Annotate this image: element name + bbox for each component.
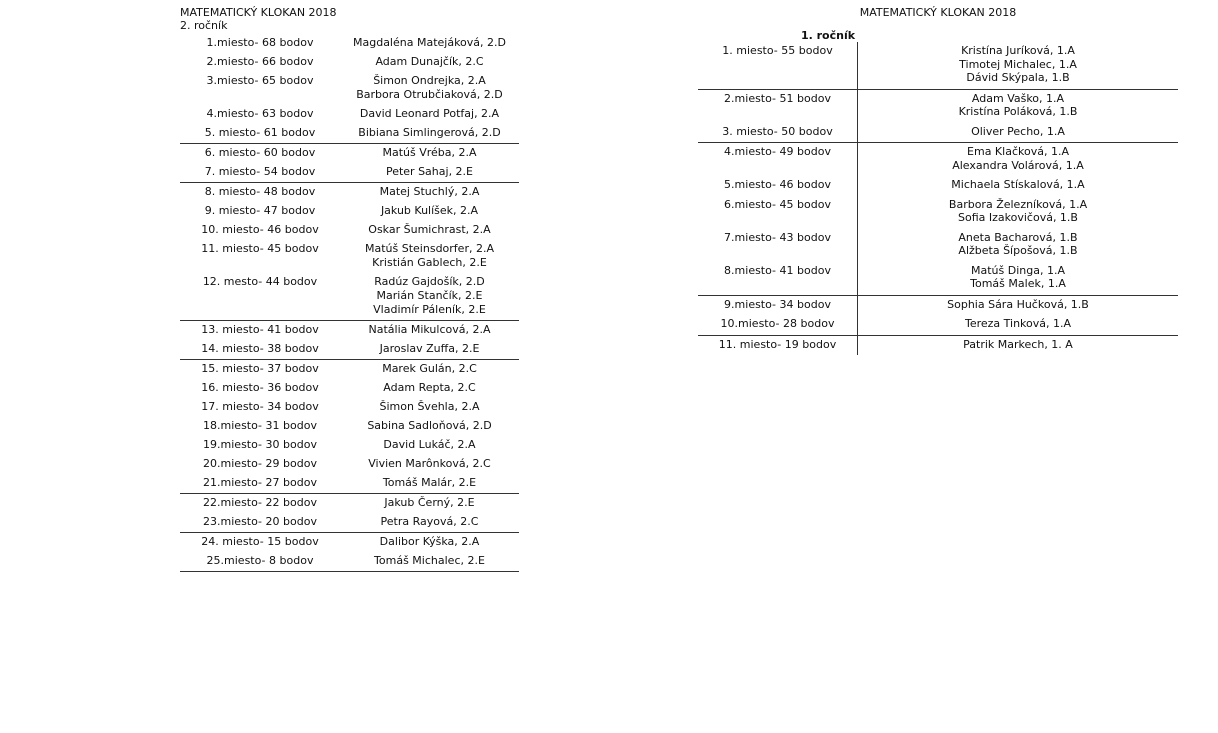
student-name: Sofia Izakovičová, 1.B — [958, 211, 1078, 224]
place-cell: 3. miesto- 50 bodov — [698, 123, 858, 143]
left-results-table — [180, 34, 519, 572]
place-cell: 11. miesto- 45 bodov — [201, 242, 319, 255]
student-name: Aneta Bacharová, 1.B — [958, 230, 1078, 244]
student-name: Tomáš Michalec, 2.E — [374, 554, 485, 567]
place-cell: 18.miesto- 31 bodov — [203, 419, 317, 432]
place-cell: 22.miesto- 22 bodov — [203, 496, 317, 509]
student-name: Dalibor Kýška, 2.A — [379, 535, 480, 548]
names-cell — [340, 34, 519, 53]
names-cell — [340, 398, 519, 417]
student-name: Kristína Poláková, 1.B — [958, 105, 1078, 118]
table-row — [180, 183, 519, 203]
student-name: Bibiana Simlingerová, 2.D — [358, 126, 501, 139]
student-name: Šimon Ondrejka, 2.A — [373, 74, 486, 87]
student-name: Petra Rayová, 2.C — [380, 515, 479, 528]
table-row — [698, 262, 1178, 296]
place-cell: 6. miesto- 60 bodov — [204, 146, 316, 159]
names-cell — [858, 123, 1179, 143]
table-row — [180, 417, 519, 436]
place-cell: 6.miesto- 45 bodov — [698, 196, 858, 229]
place-cell: 3.miesto- 65 bodov — [206, 74, 314, 87]
names-cell — [340, 221, 519, 240]
names-cell — [340, 379, 519, 398]
student-name: Matúš Steinsdorfer, 2.A — [365, 242, 494, 255]
table-row — [698, 176, 1178, 196]
place-cell: 10. miesto- 46 bodov — [201, 223, 319, 236]
place-cell: 4.miesto- 49 bodov — [698, 143, 858, 177]
place-cell: 21.miesto- 27 bodov — [180, 474, 340, 494]
place-cell: 10.miesto- 28 bodov — [698, 315, 858, 335]
table-row — [180, 53, 519, 72]
table-row — [180, 340, 519, 360]
student-name: Barbora Železníková, 1.A — [948, 197, 1088, 211]
student-name: Barbora Otrubčiaková, 2.D — [356, 88, 503, 101]
student-name: Matúš Dinga, 1.A — [971, 263, 1065, 277]
table-row — [180, 474, 519, 494]
table-row — [698, 295, 1178, 315]
student-name: Jaroslav Zuffa, 2.E — [379, 342, 480, 355]
names-cell — [340, 321, 519, 341]
student-name: Adam Dunajčík, 2.C — [375, 55, 484, 68]
table-row — [180, 124, 519, 144]
student-name: Natália Mikulcová, 2.A — [368, 323, 491, 336]
student-name: Jakub Černý, 2.E — [384, 496, 475, 509]
student-name: Radúz Gajdošík, 2.D — [374, 275, 485, 288]
names-cell — [858, 315, 1179, 335]
names-cell — [340, 105, 519, 124]
student-name: Tereza Tinková, 1.A — [964, 317, 1072, 330]
student-name: Peter Sahaj, 2.E — [385, 165, 474, 178]
student-name: Matej Stuchlý, 2.A — [379, 185, 480, 198]
names-cell — [858, 42, 1179, 89]
student-name: Tomáš Malek, 1.A — [970, 277, 1066, 290]
grade-2-results — [180, 6, 520, 572]
table-row — [180, 273, 519, 321]
student-name: Marián Stančík, 2.E — [376, 289, 483, 302]
table-row — [180, 436, 519, 455]
names-cell — [858, 262, 1179, 296]
student-name: Adam Vaško, 1.A — [971, 91, 1065, 105]
place-cell: 19.miesto- 30 bodov — [203, 438, 317, 451]
names-cell — [340, 552, 519, 572]
names-cell — [340, 455, 519, 474]
names-cell — [340, 340, 519, 360]
table-row — [180, 552, 519, 572]
names-cell — [340, 163, 519, 183]
table-row — [698, 196, 1178, 229]
place-cell: 15. miesto- 37 bodov — [201, 362, 319, 375]
table-row — [180, 163, 519, 183]
place-cell: 9. miesto- 47 bodov — [204, 204, 316, 217]
student-name: David Lukáč, 2.A — [383, 438, 476, 451]
student-name: Patrik Markech, 1. A — [963, 337, 1073, 351]
names-cell — [340, 240, 519, 273]
names-cell — [340, 124, 519, 144]
table-row — [698, 315, 1178, 335]
place-cell: 20.miesto- 29 bodov — [203, 457, 317, 470]
table-row — [180, 360, 519, 380]
student-name: Oliver Pecho, 1.A — [971, 124, 1065, 138]
table-row — [180, 379, 519, 398]
place-cell: 1.miesto- 68 bodov — [206, 36, 314, 49]
place-cell: 14. miesto- 38 bodov — [180, 340, 340, 360]
place-cell: 5. miesto- 61 bodov — [180, 124, 340, 144]
table-row — [180, 72, 519, 105]
place-cell: 11. miesto- 19 bodov — [698, 335, 858, 355]
place-cell: 25.miesto- 8 bodov — [180, 552, 340, 572]
student-name: Jakub Kulíšek, 2.A — [380, 204, 479, 217]
names-cell — [340, 513, 519, 533]
names-cell — [858, 295, 1179, 315]
place-cell: 4.miesto- 63 bodov — [206, 107, 314, 120]
student-name: Michaela Stískalová, 1.A — [951, 178, 1085, 191]
place-cell: 12. mesto- 44 bodov — [180, 273, 340, 321]
place-cell: 9.miesto- 34 bodov — [698, 295, 858, 315]
table-row — [180, 321, 519, 341]
names-cell — [340, 144, 519, 164]
names-cell — [340, 183, 519, 203]
names-cell — [858, 229, 1179, 262]
table-row — [180, 240, 519, 273]
place-cell: 13. miesto- 41 bodov — [201, 323, 319, 336]
names-cell — [340, 360, 519, 380]
student-name: Alexandra Volárová, 1.A — [952, 158, 1084, 172]
names-cell — [340, 417, 519, 436]
student-name: Alžbeta Šípošová, 1.B — [958, 244, 1078, 257]
place-cell: 2.miesto- 51 bodov — [698, 89, 858, 123]
place-cell: 24. miesto- 15 bodov — [201, 535, 319, 548]
table-row — [180, 455, 519, 474]
left-grade: 2. ročník — [180, 19, 228, 32]
names-cell — [858, 143, 1179, 177]
table-row — [180, 34, 519, 53]
place-cell: 17. miesto- 34 bodov — [201, 400, 319, 413]
table-row — [180, 398, 519, 417]
student-name: Magdaléna Matejáková, 2.D — [353, 36, 506, 49]
table-row — [180, 513, 519, 533]
student-name: Ema Klačková, 1.A — [967, 145, 1069, 158]
student-name: Adam Repta, 2.C — [383, 381, 476, 394]
names-cell — [340, 494, 519, 514]
student-name: Kristína Juríková, 1.A — [961, 44, 1075, 57]
place-cell: 7. miesto- 54 bodov — [180, 163, 340, 183]
names-cell — [340, 53, 519, 72]
place-cell: 7.miesto- 43 bodov — [698, 229, 858, 262]
table-row — [180, 144, 519, 164]
left-title: MATEMATICKÝ KLOKAN 2018 — [180, 6, 337, 19]
table-row — [698, 42, 1178, 89]
table-row — [698, 335, 1178, 355]
student-name: Šimon Švehla, 2.A — [379, 400, 480, 413]
student-name: Vladimír Páleník, 2.E — [373, 303, 486, 316]
place-cell: 8. miesto- 48 bodov — [204, 185, 316, 198]
names-cell — [340, 474, 519, 494]
place-cell: 16. miesto- 36 bodov — [201, 381, 319, 394]
table-row — [180, 533, 519, 553]
names-cell — [340, 273, 519, 321]
student-name: Sabina Sadloňová, 2.D — [367, 419, 492, 432]
table-row — [698, 123, 1178, 143]
student-name: Sophia Sára Hučková, 1.B — [947, 297, 1089, 311]
student-name: Marek Gulán, 2.C — [382, 362, 477, 375]
names-cell — [340, 202, 519, 221]
names-cell — [858, 89, 1179, 123]
table-row — [180, 105, 519, 124]
names-cell — [340, 533, 519, 553]
table-row — [698, 229, 1178, 262]
names-cell — [858, 196, 1179, 229]
table-row — [698, 89, 1178, 123]
student-name: Dávid Skýpala, 1.B — [966, 71, 1070, 84]
table-row — [180, 494, 519, 514]
student-name: Timotej Michalec, 1.A — [959, 57, 1077, 71]
place-cell: 5.miesto- 46 bodov — [698, 176, 858, 196]
table-row — [698, 143, 1178, 177]
names-cell — [340, 72, 519, 105]
grade-1-results — [698, 6, 1178, 355]
place-cell: 1. miesto- 55 bodov — [698, 42, 858, 89]
table-row — [180, 221, 519, 240]
student-name: Matúš Vréba, 2.A — [382, 146, 477, 159]
student-name: Tomáš Malár, 2.E — [382, 476, 477, 489]
student-name: Kristián Gablech, 2.E — [372, 256, 487, 269]
table-row — [180, 202, 519, 221]
student-name: Vivien Marônková, 2.C — [368, 457, 491, 470]
place-cell: 8.miesto- 41 bodov — [698, 262, 858, 296]
right-results-table — [698, 42, 1178, 355]
names-cell — [858, 335, 1179, 355]
student-name: David Leonard Potfaj, 2.A — [359, 107, 500, 120]
student-name: Oskar Šumichrast, 2.A — [368, 223, 491, 236]
right-grade: 1. ročník — [800, 29, 856, 42]
place-cell: 23.miesto- 20 bodov — [180, 513, 340, 533]
names-cell — [858, 176, 1179, 196]
right-title: MATEMATICKÝ KLOKAN 2018 — [859, 6, 1017, 19]
names-cell — [340, 436, 519, 455]
place-cell: 2.miesto- 66 bodov — [206, 55, 314, 68]
